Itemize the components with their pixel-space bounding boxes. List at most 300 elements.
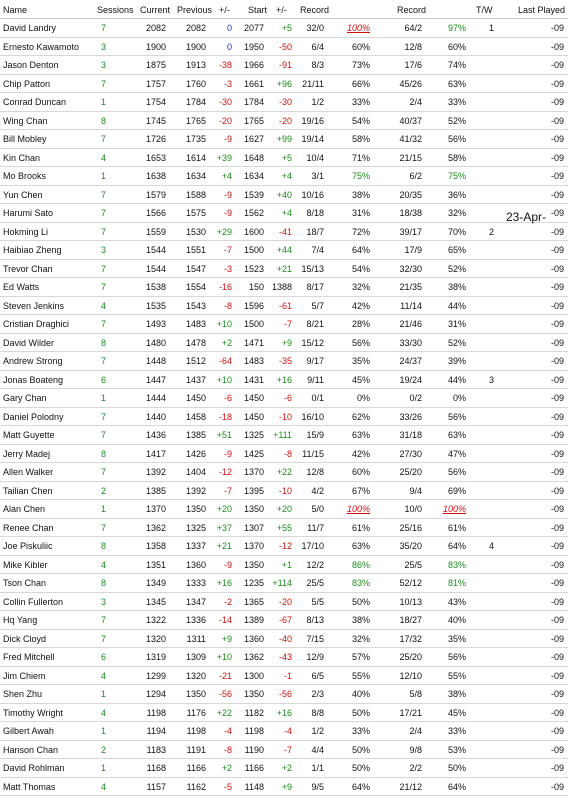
cell-last: -09 [550,97,564,107]
table-row [0,555,568,575]
cell-diff: +10 [216,652,232,662]
cell-sessions: 3 [100,41,106,52]
cell-record2: 21/15 [399,152,422,163]
cell-diff2: -67 [278,615,292,625]
cell-diff: -16 [218,282,232,292]
cell-diff2: +2 [281,763,292,773]
cell-current: 1294 [145,689,166,699]
col-sessions: Sessions [97,5,134,15]
table-row [0,240,568,260]
cell-diff2: -35 [278,356,292,366]
cell-current: 1319 [145,652,166,662]
cell-name: Cristian Draghici [3,319,70,329]
cell-diff2: -30 [278,97,292,107]
cell-start: 1350 [243,504,264,514]
cell-start: 1425 [243,448,264,459]
cell-sessions: 7 [100,263,106,274]
cell-start: 1661 [243,78,264,89]
cell-start: 1523 [243,263,264,274]
cell-record: 10/4 [306,152,324,163]
cell-name: Jerry Madej [3,448,51,459]
cell-current: 1535 [145,300,166,311]
cell-pct: 32% [351,633,370,644]
cell-diff: +4 [221,171,232,181]
cell-sessions: 4 [100,152,106,163]
cell-diff2: +16 [276,707,292,718]
cell-diff: -8 [223,300,232,311]
cell-diff2: +114 [272,578,292,588]
cell-name: Conrad Duncan [3,97,67,107]
cell-diff2: -4 [283,726,292,736]
cell-diff: -7 [223,485,232,496]
table-row [0,499,568,519]
cell-sessions: 7 [100,633,106,644]
cell-last: -09 [550,60,564,70]
cell-last: -09 [550,263,564,274]
cell-diff: +2 [221,763,232,773]
cell-name: Gilbert Awah [3,726,54,736]
cell-diff: +21 [216,541,232,551]
cell-sessions: 3 [100,245,106,255]
cell-record: 8/17 [306,282,324,292]
cell-previous: 1614 [185,152,206,163]
cell-start: 1350 [243,689,264,699]
cell-pct: 54% [351,115,370,126]
cell-record: 4/2 [311,485,324,496]
cell-current: 1579 [145,189,166,200]
cell-previous: 1325 [185,522,206,533]
cell-record2: 35/20 [399,541,422,551]
cell-diff2: +55 [276,522,292,533]
cell-pct2: 69% [447,485,466,496]
table-row [0,444,568,464]
cell-last: -09 [550,23,564,33]
cell-start: 1370 [243,541,264,551]
cell-record: 15/12 [301,337,324,348]
cell-record: 1/2 [311,726,324,736]
table-row [0,92,568,112]
cell-last: -09 [550,485,564,496]
cell-sessions: 4 [100,300,106,311]
cell-diff: +39 [216,152,232,163]
cell-diff: -9 [223,134,232,144]
cell-pct2: 44% [447,300,466,311]
cell-sessions: 4 [100,707,106,718]
cell-diff2: -91 [278,60,292,70]
cell-name: Mo Brooks [3,171,47,181]
cell-pct: 40% [351,689,370,699]
cell-pct2: 75% [447,171,466,181]
table-row [0,629,568,649]
cell-diff: +29 [216,226,232,237]
table-row [0,259,568,279]
cell-diff: 0 [226,41,232,52]
table-row [0,185,568,205]
cell-last: -09 [550,152,564,163]
cell-record2: 25/20 [399,467,422,477]
cell-last: -09 [550,374,564,385]
cell-sessions: 4 [100,559,106,570]
cell-pct2: 31% [447,319,466,329]
cell-pct: 50% [351,707,370,718]
table-row [0,277,568,297]
cell-previous: 1900 [185,41,206,52]
cell-name: Trevor Chan [3,263,53,274]
table-row [0,592,568,612]
cell-diff2: -50 [278,41,292,52]
cell-record2: 40/37 [399,115,422,126]
table-row [0,684,568,704]
cell-diff: -4 [223,726,232,736]
cell-sessions: 7 [100,615,106,625]
cell-pct: 42% [351,300,370,311]
cell-start: 1483 [243,356,264,366]
cell-record2: 6/2 [409,171,422,181]
cell-record: 6/4 [311,41,324,52]
cell-pct2: 0% [452,393,466,403]
cell-last: -09 [550,282,564,292]
cell-record: 5/5 [311,596,324,607]
cell-pct2: 38% [447,282,466,292]
cell-sessions: 1 [100,763,106,773]
cell-name: Alan Chen [3,504,46,514]
table-row [0,333,568,353]
col-last-played: Last Played [518,5,566,15]
cell-diff: +10 [216,319,232,329]
cell-last: -09 [550,337,564,348]
cell-record2: 2/2 [409,763,422,773]
cell-record2: 21/12 [399,781,422,792]
cell-last: -09 [550,689,564,699]
cell-diff2: +21 [276,263,292,274]
cell-current: 1493 [145,319,166,329]
table-row [0,536,568,556]
cell-record2: 25/20 [399,652,422,662]
cell-previous: 1166 [186,763,206,773]
cell-diff2: -43 [278,652,292,662]
cell-pct2: 64% [447,781,466,792]
cell-pct2: 70% [447,226,466,237]
cell-record2: 9/8 [409,744,422,755]
cell-start: 1182 [244,707,264,718]
table-row [0,74,568,94]
cell-record2: 17/6 [404,60,422,70]
table-row [0,425,568,445]
cell-previous: 1483 [185,319,206,329]
cell-pct: 63% [351,430,370,440]
cell-start: 1627 [243,134,264,144]
table-row [0,222,568,242]
cell-record2: 12/10 [399,670,422,681]
cell-start: 2077 [243,23,264,33]
cell-pct: 28% [351,319,370,329]
cell-record: 1/1 [311,763,324,773]
cell-previous: 1333 [185,578,206,588]
cell-record: 7/4 [311,245,324,255]
cell-last: -09 [550,245,564,255]
cell-sessions: 8 [100,115,106,126]
table-row [0,55,568,75]
cell-sessions: 1 [100,504,106,514]
cell-pct: 0% [356,393,370,403]
cell-start: 1370 [243,467,264,477]
cell-previous: 1458 [185,411,206,422]
cell-record2: 21/46 [399,319,422,329]
cell-pct2: 56% [447,411,466,422]
cell-pct2: 56% [447,134,466,144]
cell-record2: 19/24 [399,374,422,385]
cell-last: -09 [550,578,564,588]
cell-pct2: 44% [447,374,466,385]
cell-pct2: 100% [442,504,466,514]
cell-diff: +51 [216,430,232,440]
cell-pct: 33% [351,726,370,736]
cell-tw: 1 [488,23,494,33]
cell-name: Jason Denton [3,60,59,70]
cell-record2: 21/35 [399,282,422,292]
cell-diff2: +96 [276,78,292,89]
cell-start: 1431 [243,374,264,385]
cell-record2: 20/35 [399,189,422,200]
cell-diff2: +16 [276,374,292,385]
cell-start: 1648 [243,152,264,163]
cell-name: Allen Walker [3,467,54,477]
cell-sessions: 8 [100,337,106,348]
cell-record2: 11/14 [400,300,422,311]
cell-diff: -64 [218,356,232,366]
cell-record: 12/8 [306,467,324,477]
cell-diff2: +1 [281,559,292,570]
cell-pct2: 52% [447,337,466,348]
cell-record: 9/5 [311,781,324,792]
col-name: Name [3,5,28,15]
cell-pct: 67% [351,485,370,496]
cell-record: 8/18 [306,208,324,218]
table-row [0,314,568,334]
cell-name: Dick Cloyd [3,633,47,644]
cell-record2: 5/8 [409,689,422,699]
cell-diff: -38 [218,60,232,70]
cell-name: Tson Chan [3,578,47,588]
cell-last: -09 [550,504,564,514]
cell-diff: -12 [218,467,232,477]
cell-record2: 33/26 [399,411,422,422]
cell-last: -09 [550,763,564,773]
cell-previous: 1437 [185,374,206,385]
cell-record: 17/10 [301,541,324,551]
cell-start: 1307 [243,522,264,533]
cell-pct: 61% [351,522,370,533]
cell-last: -09 [550,541,564,551]
cell-record: 11/7 [307,522,324,533]
cell-diff2: +20 [276,504,292,514]
cell-sessions: 4 [100,670,106,681]
cell-diff: -3 [223,78,232,89]
cell-record2: 45/26 [399,78,422,89]
cell-pct2: 65% [447,245,466,255]
cell-previous: 1360 [185,559,206,570]
cell-previous: 1530 [185,226,206,237]
table-row [0,166,568,186]
cell-pct: 71% [351,152,370,163]
cell-sessions: 6 [100,652,106,662]
cell-sessions: 7 [100,430,106,440]
cell-sessions: 7 [100,134,106,144]
cell-record: 12/2 [306,559,324,570]
cell-name: Matt Guyette [3,430,55,440]
cell-current: 1351 [145,559,166,570]
cell-pct2: 56% [447,467,466,477]
cell-last: -09 [550,726,564,736]
cell-last: -09 [550,467,564,477]
table-row [0,370,568,390]
cell-pct: 72% [351,226,370,237]
cell-pct: 86% [351,559,370,570]
cell-sessions: 1 [100,393,106,403]
cell-pct: 100% [346,23,370,33]
cell-sessions: 1 [100,97,106,107]
cell-last: -09 [550,448,564,459]
cell-sessions: 2 [100,744,106,755]
cell-record2: 17/32 [399,633,422,644]
cell-current: 1757 [145,78,166,89]
cell-record2: 2/4 [409,726,422,736]
cell-last: -09 [550,559,564,570]
cell-previous: 1543 [185,300,206,311]
table-row [0,758,568,778]
cell-name: Collin Fullerton [3,596,64,607]
table-row [0,610,568,630]
cell-pct: 100% [346,504,370,514]
table-row [0,37,568,57]
cell-current: 1358 [145,541,166,551]
cell-name: Steven Jenkins [3,300,65,311]
cell-record: 10/16 [301,189,324,200]
cell-pct2: 33% [447,97,466,107]
cell-sessions: 7 [100,282,106,292]
cell-name: Joe Piskuliic [3,541,53,551]
cell-current: 1559 [145,226,166,237]
table-row [0,740,568,760]
cell-record: 8/21 [306,319,324,329]
cell-current: 1194 [146,726,166,736]
cell-sessions: 8 [100,448,106,459]
cell-sessions: 7 [100,208,106,218]
cell-previous: 1347 [185,596,206,607]
cell-previous: 1588 [185,189,206,200]
cell-previous: 1191 [186,744,206,755]
cell-record2: 17/21 [399,707,422,718]
cell-pct2: 43% [447,596,466,607]
cell-diff: -8 [223,744,232,755]
cell-diff2: +5 [281,23,292,33]
cell-previous: 2082 [185,23,206,33]
cell-pct2: 83% [447,559,466,570]
col-current: Current [140,5,171,15]
cell-sessions: 7 [100,522,106,533]
cell-pct2: 36% [447,189,466,200]
cell-record: 5/0 [311,504,324,514]
cell-record2: 39/17 [399,226,422,237]
cell-record2: 0/2 [409,393,422,403]
cell-current: 1480 [145,337,166,348]
cell-record2: 64/2 [404,23,422,33]
cell-record: 4/4 [311,744,324,755]
cell-record: 9/11 [307,374,324,385]
table-row [0,129,568,149]
cell-diff2: +44 [276,245,292,255]
cell-current: 1320 [145,633,166,644]
cell-record2: 18/27 [399,615,422,625]
cell-record: 0/1 [311,393,324,403]
cell-previous: 1336 [185,615,206,625]
table-row [0,111,568,131]
cell-record2: 25/5 [404,559,422,570]
cell-record2: 10/0 [404,504,422,514]
cell-pct: 63% [351,541,370,551]
cell-start: 1325 [243,430,264,440]
table-row [0,647,568,667]
cell-current: 1440 [145,411,166,422]
cell-name: Ed Watts [3,282,40,292]
cell-last: -09 [550,356,564,366]
cell-pct: 35% [351,356,370,366]
table-header [0,0,568,19]
cell-name: Gary Chan [3,393,47,403]
cell-previous: 1575 [185,208,206,218]
cell-current: 1566 [145,208,166,218]
cell-last: -09 [550,41,564,52]
col-diff: +/- [219,5,230,15]
cell-sessions: 7 [100,226,106,237]
cell-diff2: -1 [283,670,292,681]
cell-pct2: 50% [447,763,466,773]
side-note: 23-Apr- [506,210,547,224]
cell-record2: 52/12 [399,578,422,588]
cell-record2: 33/30 [399,337,422,348]
cell-pct2: 35% [447,633,466,644]
cell-start: 1966 [243,60,264,70]
cell-pct: 75% [351,171,370,181]
cell-name: Kin Chan [3,152,41,163]
cell-record2: 9/4 [409,485,422,496]
cell-previous: 1350 [185,689,206,699]
cell-record: 8/3 [311,60,324,70]
cell-record: 21/11 [302,78,324,89]
cell-record2: 27/30 [399,448,422,459]
cell-diff2: -10 [278,485,292,496]
cell-pct: 33% [351,97,370,107]
cell-start: 150 [248,282,264,292]
cell-start: 1562 [243,208,264,218]
cell-previous: 1760 [185,78,206,89]
cell-previous: 1392 [185,485,206,496]
cell-pct: 83% [351,578,370,588]
cell-last: -09 [550,411,564,422]
cell-name: Bill Mobley [3,134,47,144]
cell-sessions: 7 [100,411,106,422]
col-start: Start [248,5,268,15]
cell-last: -09 [550,670,564,681]
table-row [0,388,568,408]
cell-start: 1198 [244,726,264,736]
cell-pct: 45% [351,374,370,385]
cell-diff: +9 [221,633,232,644]
cell-pct2: 47% [447,448,466,459]
cell-diff2: -56 [278,689,292,699]
cell-start: 1765 [243,115,264,126]
cell-last: -09 [550,596,564,607]
